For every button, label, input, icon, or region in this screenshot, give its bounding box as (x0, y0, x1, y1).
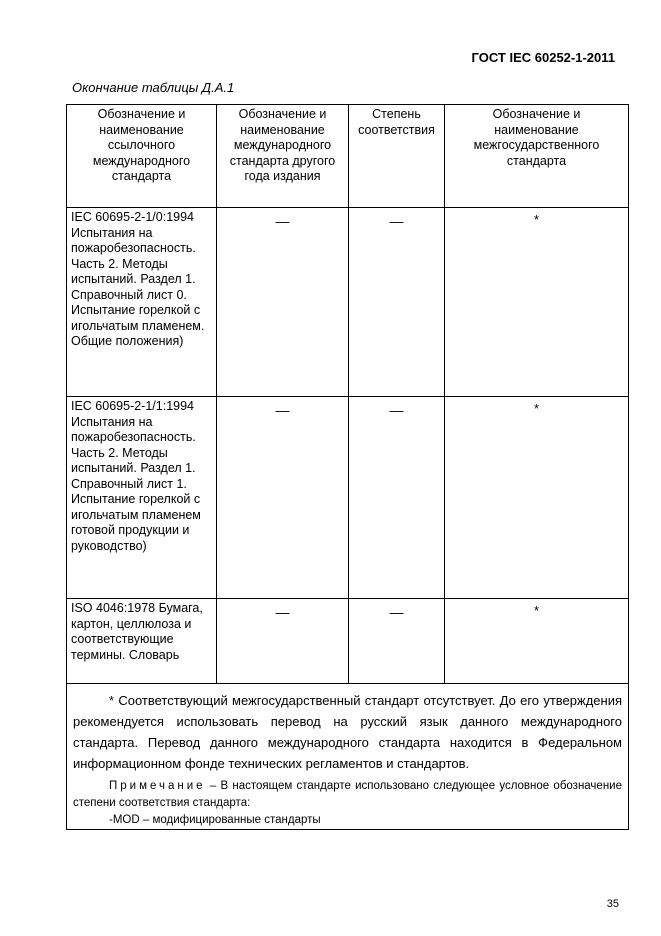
page-number: 35 (606, 898, 619, 910)
dash-mark: — (275, 402, 290, 418)
dash-mark: — (389, 213, 404, 229)
reference-standard-cell: IEC 60695-2-1/1:1994 Испытания на пожаробезопасность. Часть 2. Методы испытаний. Раздел 1. Справочный лист 1. Испытание горелкой с игольчатым пламенем готовой продукции и руководство) (67, 397, 217, 599)
table-row (67, 397, 629, 599)
table-caption: Окончание таблицы Д.А.1 (72, 80, 235, 95)
column-header: Обозначение и наименование ссылочного международного стандарта (67, 105, 217, 208)
other-year-cell (217, 397, 349, 599)
reference-standard-cell: IEC 60695-2-1/0:1994 Испытания на пожаробезопасность. Часть 2. Методы испытаний. Раздел 1. Справочный лист 0. Испытание горелкой с игольчатым пламенем. Общие положения) (67, 208, 217, 397)
table-row (67, 208, 629, 397)
mod-definition: -MOD – модифицированные стандарты (109, 814, 321, 826)
table-row (67, 599, 629, 684)
other-year-cell (217, 208, 349, 397)
interstate-cell (445, 599, 629, 684)
asterisk-mark: * (533, 401, 540, 416)
footnote-row (67, 684, 629, 830)
degree-cell (349, 599, 445, 684)
dash-mark: — (275, 213, 290, 229)
dash-mark: — (389, 604, 404, 620)
note-text: – В настоящем стандарте использовано следующее условное обозначение степени соответствия стандарта: (73, 780, 622, 809)
note-paragraph (73, 778, 622, 812)
interstate-cell (445, 208, 629, 397)
column-header: Обозначение и наименование межгосударственного стандарта (445, 105, 629, 208)
footnote-cell (67, 684, 629, 830)
standards-table (66, 104, 629, 830)
degree-cell (349, 397, 445, 599)
asterisk-mark: * (533, 603, 540, 618)
note-label: Примечание (109, 780, 206, 792)
reference-standard-cell: ISO 4046:1978 Бумага, картон, целлюлоза и соответствующие термины. Словарь (67, 599, 217, 684)
interstate-cell (445, 397, 629, 599)
dash-mark: — (389, 402, 404, 418)
dash-mark: — (275, 604, 290, 620)
column-header: Степень соответствия (349, 105, 445, 208)
footnote-text: * Соответствующий межгосударственный стандарт отсутствует. До его утверждения рекомендуется использовать перевод на русский язык данного международного стандарта. Перевод данного международного стандарта находится в Федеральном информационном фонде технических регламентов и стандартов. (73, 693, 622, 771)
asterisk-mark: * (533, 212, 540, 227)
table-header-row (67, 105, 629, 208)
column-header: Обозначение и наименование международного стандарта другого года издания (217, 105, 349, 208)
degree-cell (349, 208, 445, 397)
other-year-cell (217, 599, 349, 684)
document-id: ГОСТ IEC 60252-1-2011 (471, 50, 615, 65)
